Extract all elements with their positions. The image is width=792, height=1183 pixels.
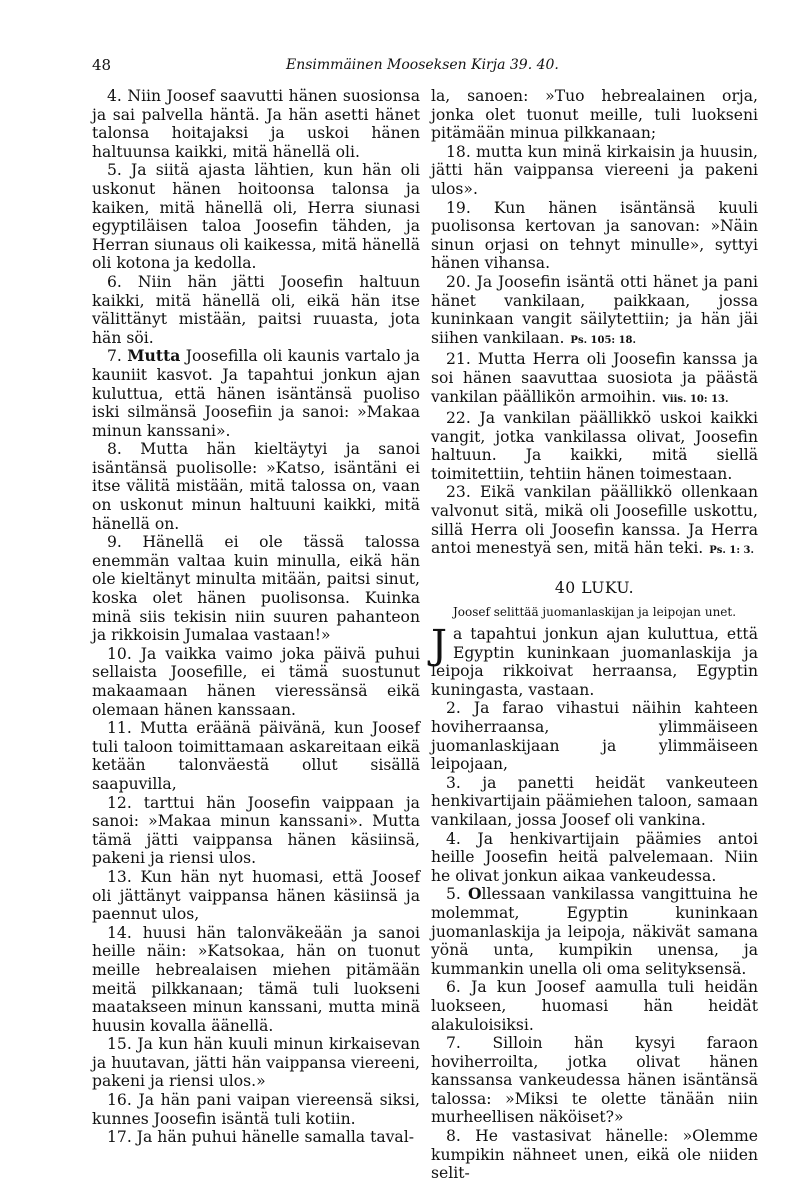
- verse-text: Ja vankilan päällikkö uskoi kaikki vangit, jotka vankilassa olivat, Joosefin haltuun. Ja kaikki, mitä siellä toimitettiin, tehtiin hänen toimestaan.: [431, 409, 758, 483]
- verse: [92, 87, 420, 161]
- verse-number: 4.: [107, 87, 122, 105]
- drop-cap-initial: J: [431, 622, 448, 669]
- verse-number: 5.: [446, 885, 461, 904]
- verse-text: Ja kun hän kuuli minun kirkaisevan ja huutavan, jätti hän vaippansa viereeni, pakeni ja riensi ulos.»: [92, 1035, 420, 1091]
- verse-number: 16.: [107, 1091, 132, 1110]
- verse: [92, 161, 420, 273]
- verse-number: 7.: [446, 1034, 461, 1053]
- verse-text: Ja hän puhui hänelle samalla taval-: [136, 1128, 414, 1147]
- verse-number: 8.: [107, 440, 122, 459]
- verse-number: 4.: [446, 829, 461, 848]
- page-number: 48: [92, 56, 112, 74]
- page-header: [0, 56, 792, 80]
- verse: [431, 830, 758, 886]
- verse: [92, 1035, 420, 1091]
- verse-text: Ja kun Joosef aamulla tuli heidän luokseen, huomasi hän heidät alakuloisiksi.: [431, 978, 758, 1034]
- verse: [92, 440, 420, 533]
- verse-text: Mutta eräänä päivänä, kun Joosef tuli taloon toimittamaan askareitaan eikä ketään talonväestä ollut sisällä saapuvilla,: [92, 719, 420, 793]
- verse-number: 2.: [446, 699, 461, 718]
- verse-text: Hänellä ei ole tässä talossa enemmän valtaa kuin minulla, eikä hän ole kieltänyt minulta mitään, paitsi sinut, koska olet hänen puolisonsa. Kuinka minä siis tekisin niin suuren pahanteon ja rikkoisin Jumalaa vastaan!»: [92, 533, 420, 645]
- verse-continuation: la, sanoen: »Tuo hebrealainen orja, jonka olet tuonut meille, tuli luokseni pitämään minua pilkkanaan;: [431, 87, 758, 143]
- verse-number: 11.: [107, 719, 132, 738]
- verse-number: 20.: [446, 272, 471, 291]
- cross-reference: Ps. 1: 3.: [709, 545, 754, 557]
- right-column: [431, 87, 758, 1183]
- verse-number: 12.: [107, 793, 132, 812]
- verse-text: Kun hän nyt huomasi, että Joosef oli jättänyt vaippansa hänen käsiinsä ja paennut ulos,: [92, 867, 420, 924]
- verse-number: 15.: [107, 1035, 132, 1054]
- verse-text: Ja henkivartijain päämies antoi heille Joosefin heitä palvelemaan. Niin he olivat jonkun aikaa vankeudessa.: [431, 829, 758, 885]
- verse: [92, 347, 420, 440]
- verse-number: 17.: [107, 1128, 132, 1147]
- verse: [92, 645, 420, 719]
- verse: [431, 978, 758, 1034]
- verse-text: Eikä vankilan päällikkö ollenkaan valvonut sitä, mikä oli Joosefille uskottu, sillä Herra oli Joosefin kanssa. Ja Herra antoi menestyä sen, mitä hän teki.: [431, 483, 758, 558]
- verse-text: tarttui hän Joosefin vaippaan ja sanoi: »Makaa minun kanssani». Mutta tämä jätti vaippansa hänen käsiinsä, pakeni ja riensi ulos.: [92, 793, 420, 868]
- verse-number: 19.: [446, 198, 471, 217]
- verses-chapter-40: [431, 699, 758, 1182]
- verse: [431, 273, 758, 350]
- verse-text: Silloin hän kysyi faraon hoviherroilta, jotka olivat hänen kanssansa vankeudessa hänen isäntänsä talossa: »Miksi te olette tänään niin murheellisen näköiset?»: [431, 1034, 758, 1127]
- verse: [431, 699, 758, 773]
- cross-reference: Viis. 10: 13.: [662, 393, 729, 405]
- verse: [92, 924, 420, 1036]
- chapter-title: 40 LUKU.: [554, 578, 635, 597]
- verse-text: llessaan vankilassa vangittuina he molemmat, Egyptin kuninkaan juomanlaskija ja leipoja, näkivät samana yönä unta, kumpikin unensa, ja kummankin unella oli oma selityksensä.: [431, 885, 758, 978]
- chapter-summary: Joosef selittää juomanlaskijan ja leipojan unet.: [452, 605, 737, 620]
- verse-lead-word: Mutta: [127, 346, 181, 366]
- verse-number: 8.: [446, 1127, 461, 1146]
- verses-chapter-39: [431, 143, 758, 561]
- verse-text: Niin hän jätti Joosefin haltuun kaikki, mitä hänellä oli, eikä hän itse välittänyt mistään, paitsi ruuasta, jota hän söi.: [92, 272, 420, 347]
- verse: [431, 409, 758, 483]
- left-column: [92, 87, 420, 1147]
- verse: [92, 1091, 420, 1128]
- verse: [431, 1034, 758, 1127]
- verse-text: Ja Joosefin isäntä otti hänet ja pani hänet vankilaan, paikkaan, jossa kuninkaan vangit säilytettiin; ja hän jäi siihen vankilaan.: [431, 272, 758, 347]
- verse-number: 21.: [446, 350, 471, 369]
- verse-number: 3.: [446, 773, 461, 792]
- verse: [431, 774, 758, 830]
- verse: [431, 1127, 758, 1183]
- verse: [431, 483, 758, 560]
- verse-number: 6.: [107, 272, 122, 291]
- verse-text: Kun hänen isäntänsä kuuli puolisonsa kertovan ja sanovan: »Näin sinun orjasi on tehnyt minulle», syttyi hänen vihansa.: [431, 198, 758, 273]
- verse: [92, 719, 420, 793]
- verse: [431, 199, 758, 273]
- verse-number: 7.: [107, 347, 122, 366]
- verse-number: 10.: [107, 644, 132, 663]
- verse-text: Niin Joosef saavutti hänen suosionsa ja sai palvella häntä. Ja hän asetti hänet talonsa hoitajaksi ja uskoi hänen haltuunsa kaikki, mitä hänellä oli.: [92, 87, 420, 161]
- verse-1-text: a tapahtui jonkun ajan kuluttua, että Egyptin kuninkaan juomanlaskija ja leipoja rikkoivat herraansa, Egyptin kuningasta, vastaan.: [431, 625, 758, 699]
- verse-text: He vastasivat hänelle: »Olemme kumpikin nähneet unen, eikä ole niiden selit-: [431, 1127, 758, 1183]
- verse: [431, 143, 758, 199]
- running-title: Ensimmäinen Mooseksen Kirja 39. 40.: [286, 57, 559, 73]
- verse-number: 23.: [446, 483, 471, 502]
- verse: [92, 868, 420, 924]
- verse-text: ja panetti heidät vankeuteen henkivartijain päämiehen taloon, samaan vankilaan, jossa Joosef oli vankina.: [431, 773, 758, 829]
- verse-text: Ja vaikka vaimo joka päivä puhui sellaista Joosefille, ei tämä suostunut makaamaan hänen vieressänsä eikä olemaan hänen kanssaan.: [92, 644, 420, 719]
- cross-reference: Ps. 105: 18.: [570, 334, 636, 346]
- verse: [92, 794, 420, 868]
- verse-text: Ja farao vihastui näihin kahteen hoviherraansa, ylimmäiseen juomanlaskijaan ja ylimmäiseen leipojaan,: [431, 699, 758, 774]
- verse-1: [431, 622, 758, 699]
- verse-text: Ja siitä ajasta lähtien, kun hän oli uskonut hänen hoitoonsa talonsa ja kaiken, mitä hänellä oli, Herra siunasi egyptiläisen taloa Joosefin tähden, ja Herran siunaus oli kaikessa, mitä hänellä oli kotona ja kedolla.: [92, 161, 420, 273]
- verse-number: 14.: [107, 923, 132, 942]
- verse-number: 18.: [446, 142, 471, 161]
- verse-text: huusi hän talonväkeään ja sanoi heille näin: »Katsokaa, hän on tuonut meille hebrealaisen miehen pitämään meitä pilkkanaan; tämä tuli luokseni maatakseen minun kanssani, mutta minä huusin kovalla äänellä.: [92, 923, 420, 1035]
- verse-number: 9.: [107, 533, 122, 552]
- verse-text: Mutta hän kieltäytyi ja sanoi isäntänsä puolisolle: »Katso, isäntäni ei itse välitä mistään, mitä talossa on, vaan on uskonut minun haltuuni kaikki, mitä hänellä on.: [92, 440, 420, 533]
- verse-number: 13.: [107, 867, 132, 886]
- verse-text: Mutta Herra oli Joosefin kanssa ja soi hänen saavuttaa suosiota ja päästä vankilan päällikön armoihin.: [431, 350, 758, 406]
- verse: [92, 533, 420, 645]
- verse: [92, 273, 420, 347]
- verse-text: Joosefilla oli kaunis vartalo ja kauniit kasvot. Ja tapahtui jonkun ajan kuluttua, että hänen isäntänsä puoliso iski silmänsä Joosefiin ja sanoi: »Makaa minun kanssani».: [92, 347, 420, 440]
- verse-lead-word: O: [467, 884, 482, 904]
- verse: [431, 885, 758, 978]
- verse-number: 6.: [446, 978, 461, 997]
- verse-text: Ja hän pani vaipan viereensä siksi, kunnes Joosefin isäntä tuli kotiin.: [92, 1091, 420, 1128]
- verse: [92, 1128, 420, 1147]
- verse-text: mutta kun minä kirkaisin ja huusin, jätti hän vaippansa viereeni ja pakeni ulos».: [431, 142, 758, 198]
- verse-number: 5.: [107, 161, 122, 180]
- verse-number: 22.: [446, 409, 471, 428]
- verse: [431, 350, 758, 409]
